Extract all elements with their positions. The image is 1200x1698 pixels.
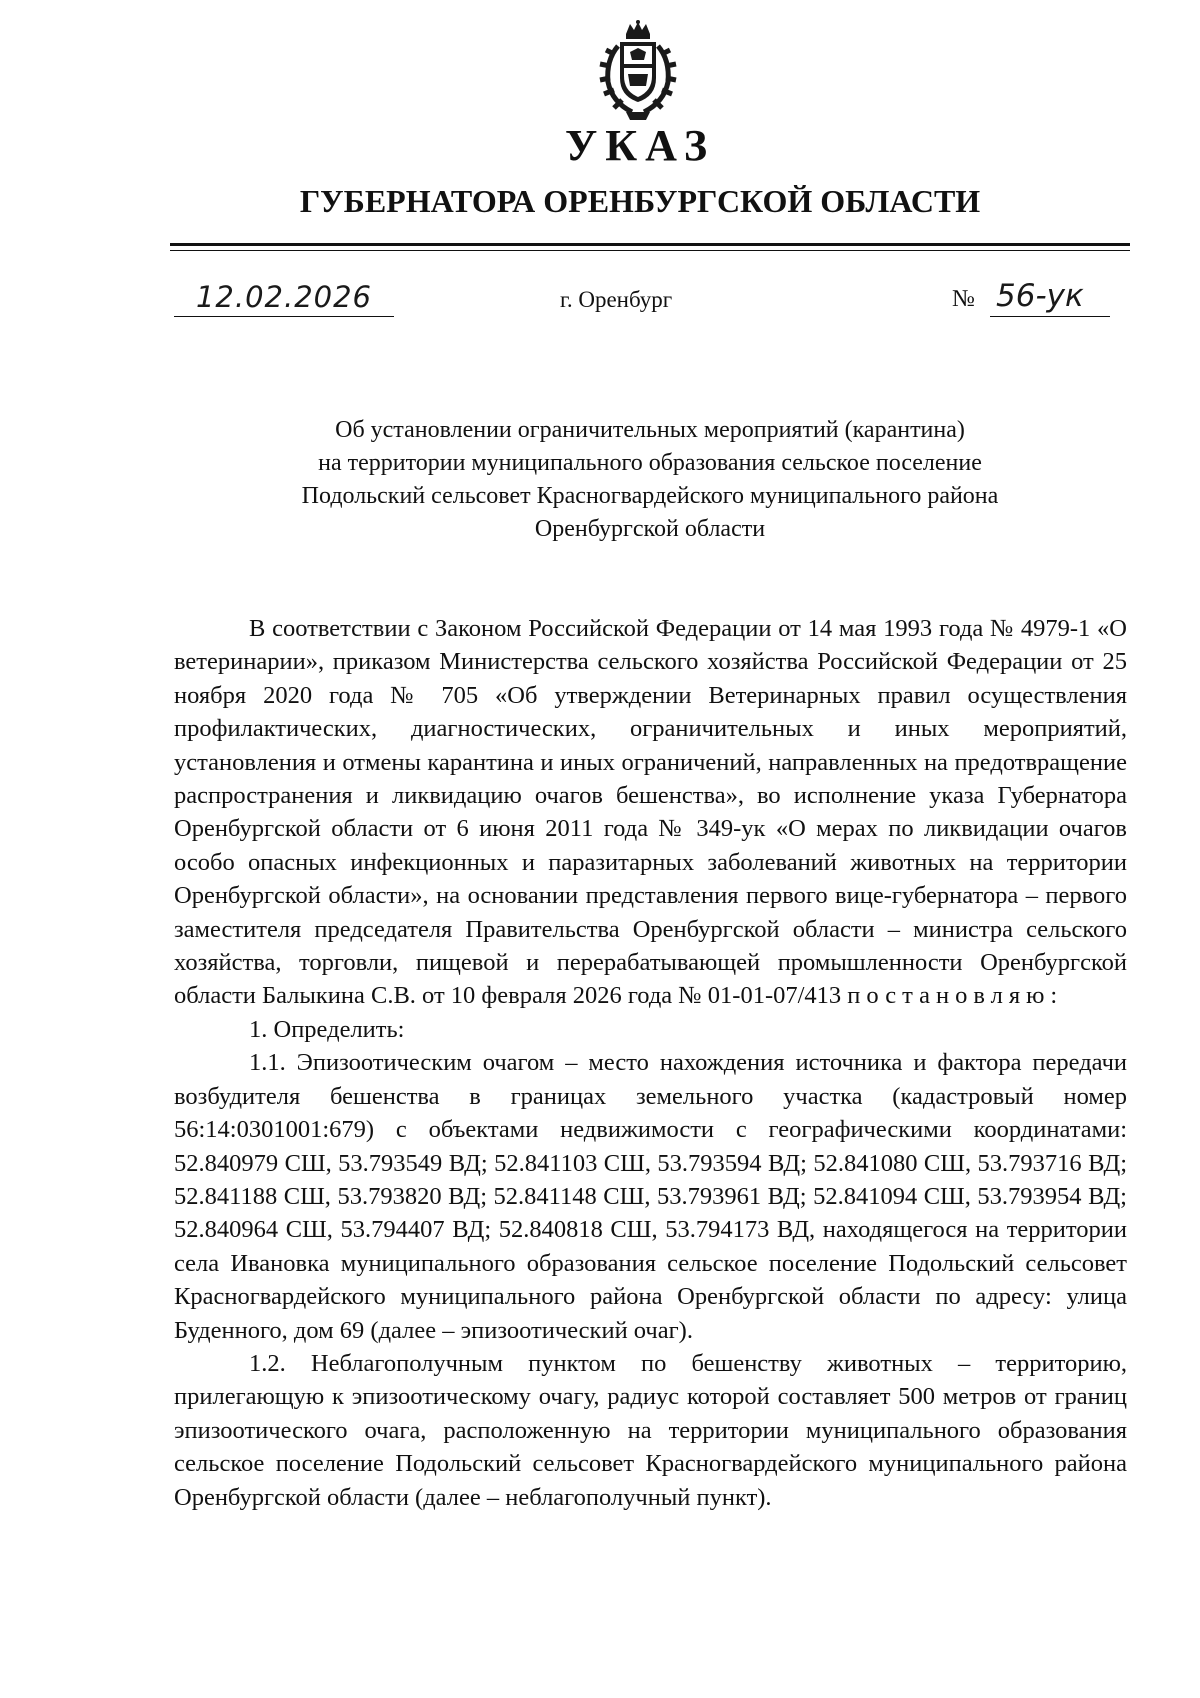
- subject-line: Оренбургской области: [534, 516, 766, 542]
- item-1-2-paragraph: 1.2. Неблагополучным пунктом по бешенству животных – территорию, прилегающую к эпизоотическому очагу, радиус которой составляет 500 метров от границ эпизоотического очага, расположенную на территории муниципального образования сельское поселение Подольский сельсовет Красногвардейского муниципального района Оренбургской области (далее – неблагополучный пункт).: [174, 1349, 1127, 1511]
- document-issuer: ГУБЕРНАТОРА ОРЕНБУРГСКОЙ ОБЛАСТИ: [299, 183, 981, 219]
- preamble-text: В соответствии с Законом Российской Федерации от 14 мая 1993 года № 4979-1 «О ветеринарии», приказом Министерства сельского хозяйства Российской Федерации от 25 ноября 2020 года № 705 «Об утверждении Ветеринарных правил осуществления профилактических, диагностических, ограничительных и иных мероприятий, установления и отмены карантина и иных ограничений, направленных на предотвращение распространения и ликвидацию очагов бешенства», во исполнение указа Губернатора Оренбургской области от 6 июня 2011 года № 349-ук «О мерах по ликвидации очагов особо опасных инфекционных и паразитарных заболеваний животных на территории Оренбургской области», на основании представления первого вице-губернатора – первого заместителя председателя Правительства Оренбургской области – министра сельского хозяйства, торговли, пищевой и перерабатывающей промышленности Оренбургской области Балыкина С.В. от 10 февраля 2026 года № 01-01-07/413: [174, 615, 1127, 1010]
- item-1-paragraph: 1. Определить:: [249, 1015, 405, 1043]
- oblast-coat-of-arms-icon: [596, 20, 680, 126]
- header-rule-thick: [170, 243, 1130, 246]
- document-subject: [200, 414, 1100, 546]
- subject-line: Об установлении ограничительных мероприятий (карантина): [335, 417, 965, 443]
- handwritten-date: 12.02.2026: [195, 280, 373, 314]
- header-rule-thin: [170, 250, 1130, 251]
- number-label: №: [952, 286, 975, 312]
- date-field: [174, 280, 394, 317]
- preamble-paragraph: [174, 612, 1127, 1013]
- document-body: [174, 612, 1127, 1514]
- number-field: [990, 280, 1110, 317]
- issue-city: г. Оренбург: [560, 287, 673, 312]
- subject-line: Подольский сельсовет Красногвардейского муниципального района: [301, 483, 999, 509]
- document-title: УКАЗ: [564, 121, 716, 170]
- decree-word: постановляю:: [847, 982, 1064, 1010]
- handwritten-number: 56-ук: [996, 278, 1084, 314]
- item-1-1-paragraph: 1.1. Эпизоотическим очагом – место нахождения источника и фактора передачи возбудителя бешенства в границах земельного участка (кадастровый номер 56:14:0301001:679) с объектами недвижимости с географическими координатами: 52.840979 СШ, 53.793549 ВД; 52.841103 СШ, 53.793594 ВД; 52.841080 СШ, 53.793716 ВД; 52.841188 СШ, 53.793820 ВД; 52.841148 СШ, 53.793961 ВД; 52.841094 СШ, 53.793954 ВД; 52.840964 СШ, 53.794407 ВД; 52.840818 СШ, 53.794173 ВД, находящегося на территории села Ивановка муниципального образования сельское поселение Подольский сельсовет Красногвардейского муниципального района Оренбургской области по адресу: улица Буденного, дом 69 (далее – эпизоотический очаг).: [174, 1049, 1127, 1344]
- subject-line: на территории муниципального образования сельское поселение: [318, 450, 982, 476]
